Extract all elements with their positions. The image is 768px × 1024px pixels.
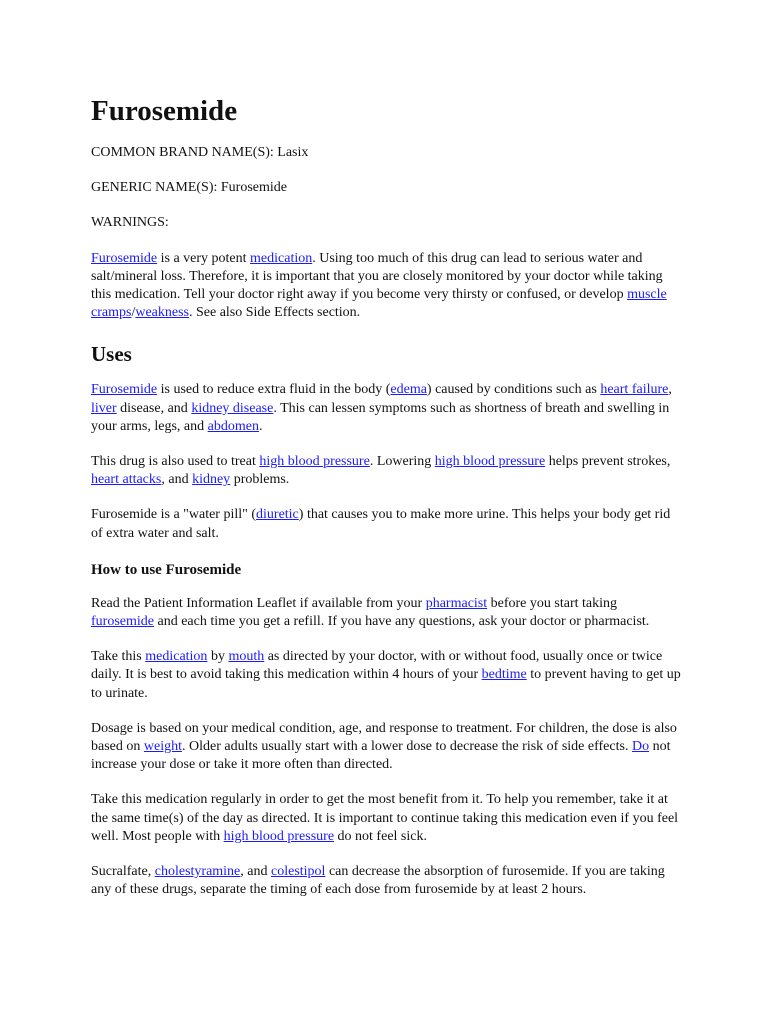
link-pharmacist[interactable]: pharmacist (425, 595, 488, 611)
link-high-blood-pressure[interactable]: high blood pressure (259, 454, 370, 470)
link-medication[interactable]: medication (250, 250, 313, 266)
link-weight[interactable]: weight (143, 739, 182, 755)
link-furosemide[interactable]: Furosemide (91, 382, 158, 398)
link-medication[interactable]: medication (145, 649, 208, 665)
link-heart-attacks[interactable]: heart attacks (91, 472, 162, 488)
generic-name-line: GENERIC NAME(S): Furosemide (91, 180, 287, 196)
uses-paragraph-1: Furosemide is used to reduce extra fluid in the body (edema) caused by conditions such as heart failure, liver disease, and kidney disease. This can lessen symptoms such as shortness of breath and swelling in your arms, legs, and abdomen. (91, 382, 672, 434)
link-heart-failure[interactable]: heart failure (600, 382, 669, 398)
link-abdomen[interactable]: abdomen (207, 418, 259, 434)
how-to-use-heading: How to use Furosemide (91, 561, 242, 578)
link-muscle-cramps[interactable]: muscle cramps (91, 287, 667, 321)
howto-paragraph-3: Dosage is based on your medical condition, age, and response to treatment. For children, the dose is also based on weight. Older adults usually start with a lower dose to decrease the risk of side effects. Do not increase your dose or take it more often than directed. (91, 720, 677, 773)
brand-name-line: COMMON BRAND NAME(S): Lasix (91, 145, 309, 160)
link-bedtime[interactable]: bedtime (481, 667, 527, 683)
link-liver[interactable]: liver (91, 400, 117, 416)
link-high-blood-pressure[interactable]: high blood pressure (223, 828, 335, 844)
howto-paragraph-4: Take this medication regularly in order to get the most benefit from it. To help you remember, take it at the same time(s) of the day as directed. It is important to continue taking this medication even if you feel well. Most people with high blood pressure do not feel sick. (91, 792, 679, 844)
link-furosemide[interactable]: Furosemide (91, 250, 158, 266)
link-kidney[interactable]: kidney (192, 472, 231, 488)
link-weakness[interactable]: weakness (135, 305, 189, 321)
link-furosemide[interactable]: furosemide (91, 614, 154, 630)
howto-paragraph-1: Read the Patient Information Leaflet if available from your pharmacist before you start taking furosemide and each time you get a refill. If you have any questions, ask your doctor or pharmacist. (91, 595, 650, 630)
link-diuretic[interactable]: diuretic (256, 507, 299, 523)
howto-paragraph-5: Sucralfate, cholestyramine, and colestipol can decrease the absorption of furosemide. If you are taking any of these drugs, separate the timing of each dose from furosemide by at least 2 hours. (91, 864, 665, 898)
link-high-blood-pressure[interactable]: high blood pressure (434, 454, 546, 470)
uses-heading: Uses (91, 342, 132, 367)
uses-paragraph-3: Furosemide is a "water pill" (diuretic) that causes you to make more urine. This helps your body get rid of extra water and salt. (91, 507, 671, 541)
link-edema[interactable]: edema (390, 382, 427, 398)
uses-paragraph-2: This drug is also used to treat high blood pressure. Lowering high blood pressure helps prevent strokes, heart attacks, and kidney problems. (91, 454, 671, 488)
link-kidney-disease[interactable]: kidney disease (191, 400, 274, 416)
page-title: Furosemide (91, 95, 238, 127)
warnings-label: WARNINGS: (91, 215, 169, 231)
howto-paragraph-2: Take this medication by mouth as directed by your doctor, with or without food, usually once or twice daily. It is best to avoid taking this medication within 4 hours of your bedtime to prevent having to get up to urinate. (91, 649, 681, 701)
link-mouth[interactable]: mouth (228, 649, 265, 665)
warning-paragraph: Furosemide is a very potent medication. Using too much of this drug can lead to serious water and salt/mineral loss. Therefore, it is important that you are closely monitored by your doctor while taking this medication. Tell your doctor right away if you become very thirsty or confused, or develop muscle cramps/weakness. See also Side Effects section. (91, 250, 667, 321)
document-page (91, 92, 681, 916)
link-cholestyramine[interactable]: cholestyramine (154, 864, 241, 880)
link-colestipol[interactable]: colestipol (271, 864, 326, 880)
link-do[interactable]: Do (631, 739, 650, 755)
